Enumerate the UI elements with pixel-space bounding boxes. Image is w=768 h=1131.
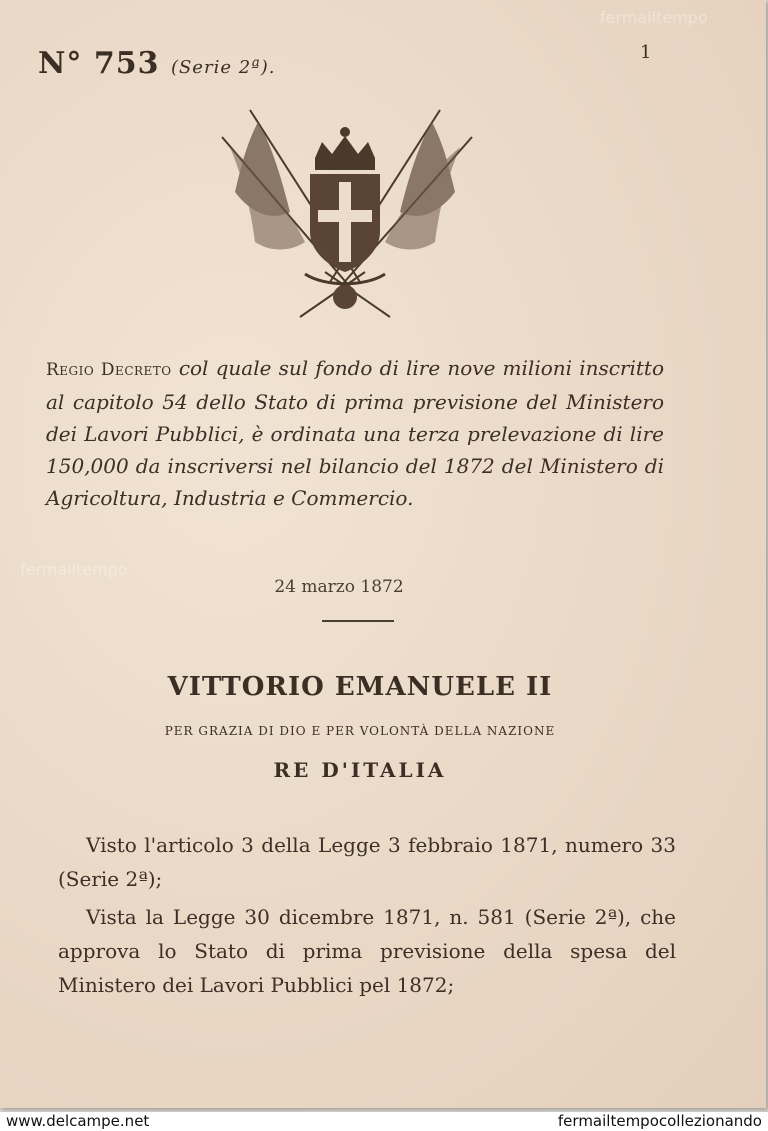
decree-date: 24 marzo 1872	[274, 577, 404, 597]
decree-lead: Regio Decreto	[46, 360, 172, 380]
watermark: fermailtempo	[600, 8, 708, 27]
watermark: fermailtempo	[20, 560, 128, 579]
number-label: N°	[38, 46, 83, 81]
preamble-paragraph: Visto l'articolo 3 della Legge 3 febbraio 1871, numero 33 (Serie 2ª);	[58, 833, 676, 891]
decree-number	[38, 46, 275, 81]
sovereign-grace: PER GRAZIA DI DIO E PER VOLONTÀ DELLA NAZIONE	[164, 724, 556, 738]
sovereign-title: RE D'ITALIA	[273, 758, 447, 782]
image-footer	[0, 1112, 768, 1131]
page-number: 1	[640, 42, 652, 63]
decree-summary	[46, 352, 664, 514]
preamble-paragraph: Vista la Legge 30 dicembre 1871, n. 581 (Serie 2ª), che approva lo Stato di prima previsione della spesa del Ministero dei Lavori Pubblici pel 1872;	[58, 905, 676, 997]
sovereign-name: VITTORIO EMANUELE II	[167, 672, 553, 702]
footer-source-link[interactable]: www.delcampe.net	[6, 1112, 150, 1130]
footer-seller-name: fermailtempocollezionando	[557, 1112, 762, 1130]
series-label: (Serie 2ª).	[170, 57, 276, 78]
decree-body: col quale sul fondo di lire nove milioni inscritto al capitolo 54 dello Stato di prima previsione del Ministero dei Lavori Pubblici, è ordinata una terza prelevazione di lire 150,000 da inscriversi nel bilancio del 1872 del Ministero di Agricoltura, Industria e Commercio.	[46, 356, 665, 510]
number-value: 753	[93, 46, 160, 81]
divider	[322, 620, 394, 622]
savoy-crest-emblem	[210, 102, 480, 332]
